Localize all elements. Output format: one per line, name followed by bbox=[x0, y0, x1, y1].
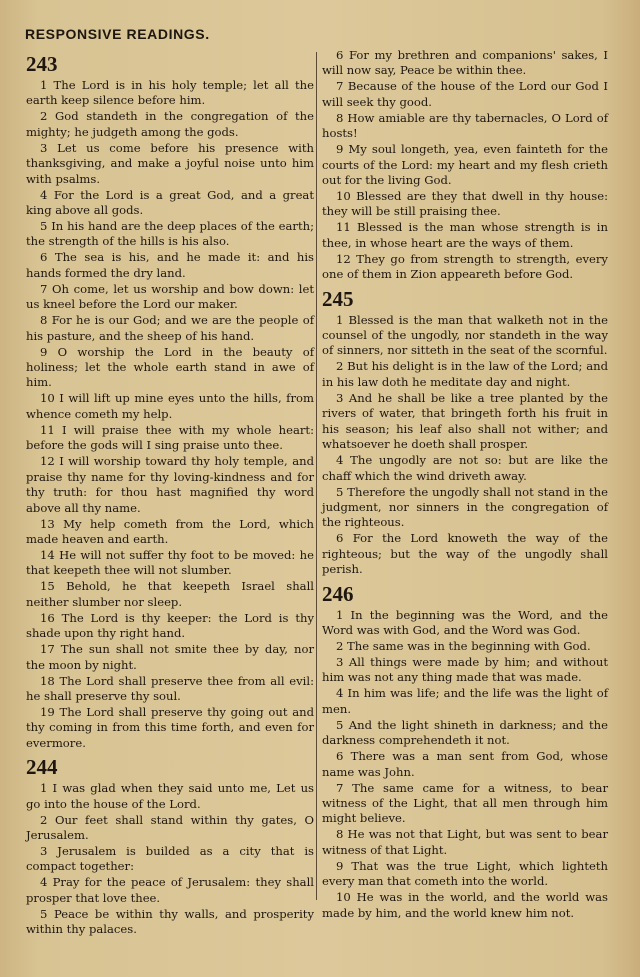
verse-text: 11 I will praise thee with my whole heart: before the gods will I sing praise unto thee. bbox=[26, 422, 314, 453]
verse-text: 14 He will not suffer thy foot to be moved: he that keepeth thee will not slumber. bbox=[26, 547, 314, 578]
verse-text: 3 And he shall be like a tree planted by the rivers of water, that bringeth forth his fruit in his season; his leaf also shall not wither; and whatsoever he doeth shall prosper. bbox=[322, 390, 608, 452]
verse-text: 9 O worship the Lord in the beauty of holiness; let the whole earth stand in awe of him. bbox=[26, 344, 314, 390]
verse-text: 10 I will lift up mine eyes unto the hills, from whence cometh my help. bbox=[26, 391, 314, 421]
verse-text: 8 How amiable are thy tabernacles, O Lord of hosts! bbox=[322, 110, 608, 141]
verse-text: 5 Therefore the ungodly shall not stand in the judgment, nor sinners in the congregation of the righteous. bbox=[322, 484, 608, 530]
verse-text: 7 Because of the house of the Lord our God I will seek thy good. bbox=[322, 79, 608, 109]
verse-text: 9 That was the true Light, which lighteth every man that cometh into the world. bbox=[322, 858, 608, 889]
verse-text: 19 The Lord shall preserve thy going out and thy coming in from this time forth, and even for evermore. bbox=[26, 704, 314, 750]
verse-text: 17 The sun shall not smite thee by day, nor the moon by night. bbox=[26, 642, 314, 672]
verse-text: 6 For my brethren and companions' sakes, I will now say, Peace be within thee. bbox=[322, 48, 608, 78]
verse-text: 4 Pray for the peace of Jerusalem: they shall prosper that love thee. bbox=[26, 875, 314, 905]
reading-number: 245 bbox=[322, 286, 354, 311]
verse-text: 15 Behold, he that keepeth Israel shall neither slumber nor sleep. bbox=[26, 579, 314, 609]
verse-text: 9 My soul longeth, yea, even fainteth for the courts of the Lord: my heart and my flesh crieth out for the living God. bbox=[322, 142, 608, 188]
column-divider bbox=[316, 52, 317, 900]
reading-number: 243 bbox=[26, 52, 58, 76]
verse-text: 4 In him was life; and the life was the light of men. bbox=[322, 686, 608, 716]
verse-text: 5 In his hand are the deep places of the earth; the strength of the hills is his also. bbox=[26, 219, 314, 249]
verse-text: 12 I will worship toward thy holy temple, and praise thy name for thy loving-kindness and for thy truth: for thou hast magnified thy word above all thy name. bbox=[26, 454, 314, 515]
reading-number: 246 bbox=[322, 581, 354, 606]
page-header: RESPONSIVE READINGS. bbox=[25, 26, 210, 42]
verse-text: 8 For he is our God; and we are the people of his pasture, and the sheep of his hand. bbox=[26, 313, 314, 343]
verse-text: 13 My help cometh from the Lord, which made heaven and earth. bbox=[26, 516, 314, 546]
left-column bbox=[26, 48, 314, 938]
verse-text: 2 God standeth in the congregation of the mighty; he judgeth among the gods. bbox=[26, 109, 314, 139]
verse-text: 2 Our feet shall stand within thy gates, O Jerusalem. bbox=[26, 812, 314, 842]
verse-text: 2 But his delight is in the law of the Lord; and in his law doth he meditate day and night. bbox=[322, 359, 608, 389]
verse-text: 10 Blessed are they that dwell in thy house: they will be still praising thee. bbox=[322, 189, 608, 219]
verse-text: 7 The same came for a witness, to bear witness of the Light, that all men through him might believe. bbox=[322, 780, 608, 826]
verse-text: 2 The same was in the beginning with God. bbox=[336, 638, 591, 653]
verse-text: 1 In the beginning was the Word, and the Word was with God, and the Word was God. bbox=[322, 607, 608, 637]
reading-number: 244 bbox=[26, 755, 58, 780]
verse-text: 6 For the Lord knoweth the way of the righteous; but the way of the ungodly shall perish. bbox=[322, 531, 608, 577]
verse-text: 6 There was a man sent from God, whose name was John. bbox=[322, 749, 608, 779]
verse-text: 6 The sea is his, and he made it: and his hands formed the dry land. bbox=[26, 250, 314, 280]
verse-text: 7 Oh come, let us worship and bow down: let us kneel before the Lord our maker. bbox=[26, 281, 314, 312]
verse-text: 5 Peace be within thy walls, and prosperity within thy palaces. bbox=[26, 906, 314, 937]
right-column bbox=[322, 48, 608, 922]
verse-text: 1 Blessed is the man that walketh not in the counsel of the ungodly, nor standeth in the way of sinners, nor sitteth in the seat of the scornful. bbox=[322, 312, 608, 358]
verse-text: 8 He was not that Light, but was sent to bear witness of that Light. bbox=[322, 827, 608, 857]
verse-text: 3 Let us come before his presence with thanksgiving, and make a joyful noise unto him with psalms. bbox=[26, 140, 314, 186]
verse-text: 3 Jerusalem is builded as a city that is compact together: bbox=[26, 843, 314, 874]
verse-text: 12 They go from strength to strength, every one of them in Zion appeareth before God. bbox=[322, 251, 608, 282]
verse-text: 4 The ungodly are not so: but are like the chaff which the wind driveth away. bbox=[322, 453, 608, 483]
verse-text: 4 For the Lord is a great God, and a great king above all gods. bbox=[26, 187, 314, 218]
verse-text: 1 The Lord is in his holy temple; let all the earth keep silence before him. bbox=[26, 78, 314, 108]
verse-text: 10 He was in the world, and the world was made by him, and the world knew him not. bbox=[322, 890, 608, 920]
verse-text: 3 All things were made by him; and without him was not any thing made that was made. bbox=[322, 654, 608, 685]
verse-text: 11 Blessed is the man whose strength is in thee, in whose heart are the ways of them. bbox=[322, 220, 608, 250]
verse-text: 5 And the light shineth in darkness; and the darkness comprehendeth it not. bbox=[322, 717, 608, 748]
verse-text: 18 The Lord shall preserve thee from all evil: he shall preserve thy soul. bbox=[26, 673, 314, 703]
verse-text: 16 The Lord is thy keeper: the Lord is thy shade upon thy right hand. bbox=[26, 610, 314, 641]
verse-text: 1 I was glad when they said unto me, Let us go into the house of the Lord. bbox=[26, 781, 314, 811]
